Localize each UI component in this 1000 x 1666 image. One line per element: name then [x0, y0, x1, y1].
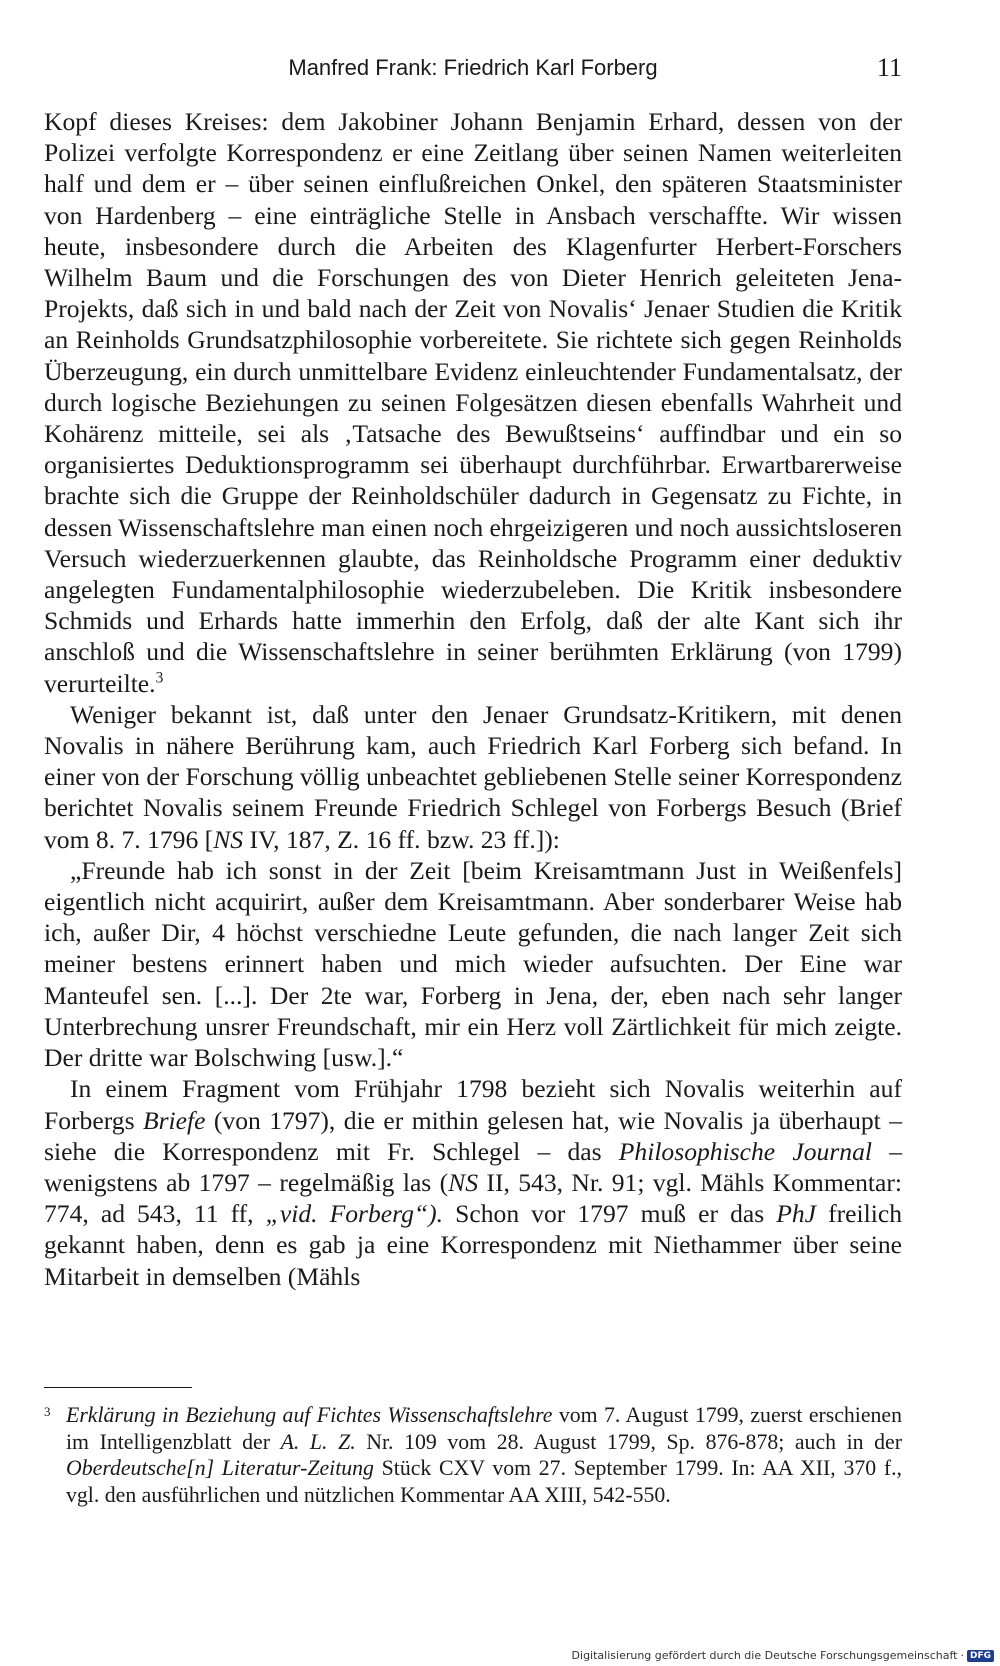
- text-run: Weniger bekannt ist, daß unter den Jenaer Grundsatz-Kritikern, mit denen Novalis in nähere Berührung kam, auch Friedrich Karl Forberg sich befand. In einer von der Forschung völlig unbeachtet gebliebenen Stelle seiner Korrespondenz berichtet Novalis seinem Freunde Friedrich Schlegel von Forbergs Besuch (Brief vom 8. 7. 1796 [: [44, 699, 902, 854]
- text-run: In einem Fragment vom Frühjahr 1798 bezieht sich Novalis weiterhin auf Forbergs: [44, 1074, 902, 1135]
- digitization-credit-text: Digitalisierung gefördert durch die Deutsche Forschungsgemeinschaft: [571, 1649, 958, 1662]
- block-quote-paragraph: [44, 855, 902, 1073]
- footnote-reference: 3: [155, 669, 164, 687]
- text-run: Kopf dieses Kreises: dem Jakobiner Johann Benjamin Erhard, dessen von der Polizei verfolgte Korrespondenz er eine Zeitlang über seinen Namen weiterleiten half und dem er – über seinen einflußreichen Onkel, den späteren Staatsminister von Hardenberg – eine einträgliche Stelle in Ansbach verschaffte. Wir wissen heute, insbesondere durch die Arbeiten des Klagenfurter Herbert-Forschers Wilhelm Baum und die Forschungen des von Dieter Henrich geleiteten Jena-Projekts, daß sich in und bald nach der Zeit von Novalis‘ Jenaer Studien die Kritik an Reinholds Grundsatzphilosophie vorbereitete. Sie richtete sich gegen Reinholds Überzeugung, ein durch unmittelbare Evidenz einleuchtender Fundamentalsatz, der durch logische Beziehungen zu seinen Folgesätzen diesen ebenfalls Wahrheit und Kohärenz mitteile, sei als ‚Tatsache des Bewußtseins‘ auffindbar und ein so organisiertes Deduktionsprogramm sei überhaupt durchführbar. Erwartbarerweise brachte sich die Gruppe der Reinholdschüler dadurch in Gegensatz zu Fichte, in dessen Wissenschaftslehre man einen noch ehrgeizigeren und noch aussichtsloseren Versuch wiederzuerkennen glaubte, das Reinholdsche Programm einer deduktiv angelegten Fundamentalphilosophie wiederzubeleben. Die Kritik insbesondere Schmids und Erhards hatte immerhin den Erfolg, daß der alte Kant sich ihr anschloß und die Wissenschaftslehre in seiner berühmten Erklärung (von 1799) verurteilte.: [44, 107, 902, 698]
- italic-text: Erklärung in Beziehung auf Fichtes Wissenschaftslehre: [66, 1403, 553, 1427]
- text-run: – wenigstens ab 1797 – regelmäßig las (: [44, 1136, 903, 1197]
- italic-text: Briefe: [142, 1105, 206, 1135]
- italic-text: Oberdeutsche[n] Literatur-Zeitung: [66, 1456, 374, 1481]
- text-run: (von 1797), die er mithin gelesen hat, wie Novalis ja überhaupt – siehe die Korrespondenz mit Fr. Schlegel – das: [44, 1105, 902, 1166]
- text-run: Nr. 109 vom 28. August 1799, Sp. 876-878; auch in der: [355, 1429, 902, 1454]
- italic-text: PhJ: [776, 1199, 817, 1229]
- body-text: [44, 106, 902, 1292]
- body-paragraph: [44, 106, 902, 699]
- footnote: [44, 1402, 902, 1508]
- running-head: Manfred Frank: Friedrich Karl Forberg: [288, 55, 658, 80]
- page-number: 11: [876, 53, 902, 82]
- dfg-logo-icon: DFG: [967, 1650, 994, 1662]
- text-run: vom 7. August 1799, zuerst erschienen im Intelligenzblatt der: [66, 1403, 903, 1454]
- text-run: Stück CXV vom 27. September 1799. In: AA XII, 370 f., vgl. den ausführlichen und nützlichen Kommentar AA XIII, 542-550.: [66, 1456, 902, 1507]
- footnote-mark: 3: [44, 1404, 51, 1419]
- text-run: II, 543, Nr. 91; vgl. Mähls Kommentar: 774, ad 543, 11 ff,: [44, 1167, 902, 1229]
- italic-text: NS: [448, 1167, 479, 1197]
- text-run: Schon vor 1797 muß er das: [443, 1199, 777, 1229]
- digitization-credit: Digitalisierung gefördert durch die Deutsche Forschungsgemeinschaft · DFG: [572, 1649, 994, 1662]
- body-paragraph: [44, 699, 902, 855]
- italic-text: Philosophische Journal: [618, 1136, 872, 1166]
- text-run: freilich gekannt haben, denn es gab ja eine Korrespondenz mit Niethammer über seine Mitarbeit in demselben (Mähls: [44, 1199, 902, 1291]
- text-run: IV, 187, Z. 16 ff. bzw. 23 ff.]):: [243, 824, 560, 854]
- italic-text: A. L. Z.: [280, 1429, 356, 1454]
- body-paragraph: [44, 1073, 902, 1291]
- footnote-text: [66, 1402, 902, 1508]
- text-run: „Freunde hab ich sonst in der Zeit [beim Kreisamtmann Just in Weißenfels] eigentlich nicht acquirirt, außer dem Kreisamtmann. Aber sonderbarer Weise hab ich, außer Dir, 4 höchst verschiedne Leute gefunden, die nach langer Zeit sich meiner bestens erinnert haben und mich wieder aufsuchten. Der Eine war Manteufel sen. [...]. Der 2te war, Forberg in Jena, der, eben nach sehr langer Unterbrechung unsrer Freundschaft, mir ein Herz voll Zärtlichkeit für mich zeigte. Der dritte war Bolschwing [usw.].“: [44, 855, 902, 1073]
- italic-text: NS: [213, 824, 244, 854]
- page-header: [44, 48, 902, 88]
- italic-text: „vid. Forberg“).: [265, 1199, 444, 1229]
- footnote-separator: [44, 1387, 192, 1388]
